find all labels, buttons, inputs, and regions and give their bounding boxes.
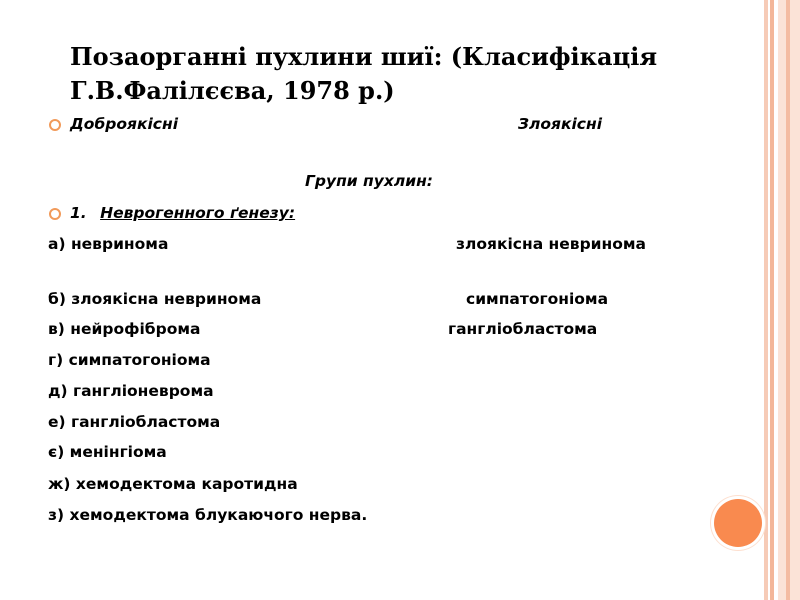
benign-item: в) нейрофіброма [48,320,201,338]
malignant-header: Злоякісні [518,115,603,133]
group-1-label: Неврогенного ґенезу: [100,204,296,222]
slide-title: Позаорганні пухлини шиї: (Класифікація Г.В.Фалілєєва, 1978 р.) [70,42,658,105]
benign-item: г) симпатогоніома [48,351,211,369]
group-1-number: 1. [70,204,87,222]
group-1-heading [70,204,295,222]
benign-item: ж) хемодектома каротидна [48,475,298,493]
benign-item: д) гангліоневрома [48,382,214,400]
decor-stripe [770,0,774,600]
groups-heading: Групи пухлин: [305,172,433,190]
bullet-icon [49,119,61,131]
benign-header: Доброякісні [70,115,179,133]
bullet-icon [49,208,61,220]
decor-stripe [786,0,790,600]
benign-item: е) гангліобластома [48,413,221,431]
benign-item: б) злоякісна невринома [48,290,262,308]
benign-item: з) хемодектома блукаючого нерва. [48,506,368,524]
malignant-item: гангліобластома [448,320,598,338]
benign-item: є) менінгіома [48,443,167,461]
decor-circle [714,499,762,547]
malignant-item: симпатогоніома [466,290,609,308]
decor-stripe [764,0,768,600]
malignant-item: злоякісна невринома [456,235,647,253]
benign-item: а) невринома [48,235,169,253]
